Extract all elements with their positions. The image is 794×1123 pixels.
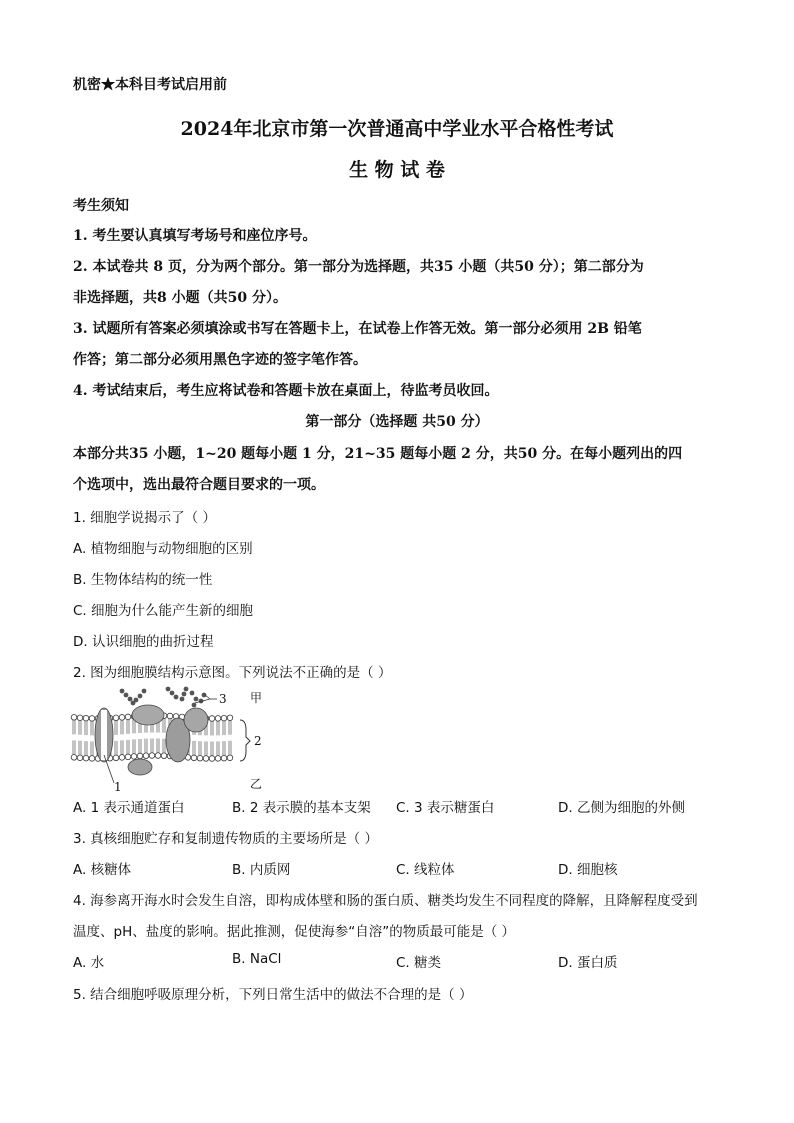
q2-option-d[interactable]: D. 乙侧为细胞的外侧	[558, 800, 685, 816]
inner-protein	[128, 759, 152, 775]
notice-heading: 考生须知	[73, 198, 129, 214]
q5-stem: 5. 结合细胞呼吸原理分析，下列日常生活中的做法不合理的是（ ）	[73, 987, 473, 1003]
q3-stem: 3. 真核细胞贮存和复制遗传物质的主要场所是（ ）	[73, 831, 378, 847]
sugar-chains	[120, 687, 207, 708]
part1-intro: 本部分共35 小题，1~20 题每小题 1 分，21~35 题每小题 2 分，共50 分。在每小题列出的四	[73, 446, 683, 462]
q4-option-d[interactable]: D. 蛋白质	[558, 955, 618, 971]
part1-intro: 个选项中，选出最符合题目要求的一项。	[73, 477, 325, 493]
q3-option-c[interactable]: C. 线粒体	[396, 862, 455, 878]
q1-option-a[interactable]: A. 植物细胞与动物细胞的区别	[73, 541, 253, 557]
phospholipid-heads-inner	[71, 753, 233, 762]
surface-protein	[132, 705, 164, 725]
notice-item: 2. 本试卷共 8 页，分为两个部分。第一部分为选择题，共35 小题（共50 分）；第二部分为	[73, 259, 644, 275]
channel-pore	[101, 710, 107, 760]
q1-option-d[interactable]: D. 认识细胞的曲折过程	[73, 634, 214, 650]
notice-item: 4. 考试结束后，考生应将试卷和答题卡放在桌面上，待监考员收回。	[73, 383, 499, 399]
q4-option-a[interactable]: A. 水	[73, 955, 105, 971]
q2-option-b[interactable]: B. 2 表示膜的基本支架	[232, 800, 371, 816]
q2-option-c[interactable]: C. 3 表示糖蛋白	[396, 800, 495, 816]
figure-label-jia: 甲	[250, 691, 263, 705]
figure-label-1: 1	[114, 780, 122, 793]
part1-heading: 第一部分（选择题 共50 分）	[305, 414, 489, 430]
q4-option-c[interactable]: C. 糖类	[396, 955, 442, 971]
confidential-label: 机密★本科目考试启用前	[73, 77, 227, 93]
figure-label-3: 3	[219, 692, 227, 706]
q1-stem: 1. 细胞学说揭示了（ ）	[73, 510, 216, 526]
cell-membrane-figure	[70, 685, 270, 793]
q4-stem: 4. 海参离开海水时会发生自溶，即构成体壁和肠的蛋白质、糖类均发生不同程度的降解，且降解程度受到	[73, 893, 698, 909]
exam-subtitle: 生 物 试 卷	[349, 159, 445, 181]
exam-title: 2024年北京市第一次普通高中学业水平合格性考试	[180, 118, 614, 140]
q3-option-b[interactable]: B. 内质网	[232, 862, 291, 878]
notice-item: 作答；第二部分必须用黑色字迹的签字笔作答。	[73, 352, 367, 368]
q3-option-d[interactable]: D. 细胞核	[558, 862, 618, 878]
notice-item: 非选择题，共8 小题（共50 分）。	[73, 290, 287, 306]
notice-item: 3. 试题所有答案必须填涂或书写在答题卡上，在试卷上作答无效。第一部分必须用 2B 铅笔	[73, 321, 642, 337]
glycoprotein-core	[184, 708, 208, 732]
q4-stem-cont: 温度、pH、盐度的影响。据此推测，促使海参“自溶”的物质最可能是（ ）	[73, 924, 515, 940]
q4-option-b[interactable]: B. NaCl	[232, 951, 282, 967]
figure-label-2: 2	[254, 734, 262, 748]
notice-item: 1. 考生要认真填写考场号和座位序号。	[73, 228, 317, 244]
q1-option-c[interactable]: C. 细胞为什么能产生新的细胞	[73, 603, 254, 619]
q2-option-a[interactable]: A. 1 表示通道蛋白	[73, 800, 185, 816]
figure-label-yi: 乙	[250, 777, 263, 791]
q2-stem: 2. 图为细胞膜结构示意图。下列说法不正确的是（ ）	[73, 665, 392, 681]
q3-option-a[interactable]: A. 核糖体	[73, 862, 132, 878]
q1-option-b[interactable]: B. 生物体结构的统一性	[73, 572, 213, 588]
